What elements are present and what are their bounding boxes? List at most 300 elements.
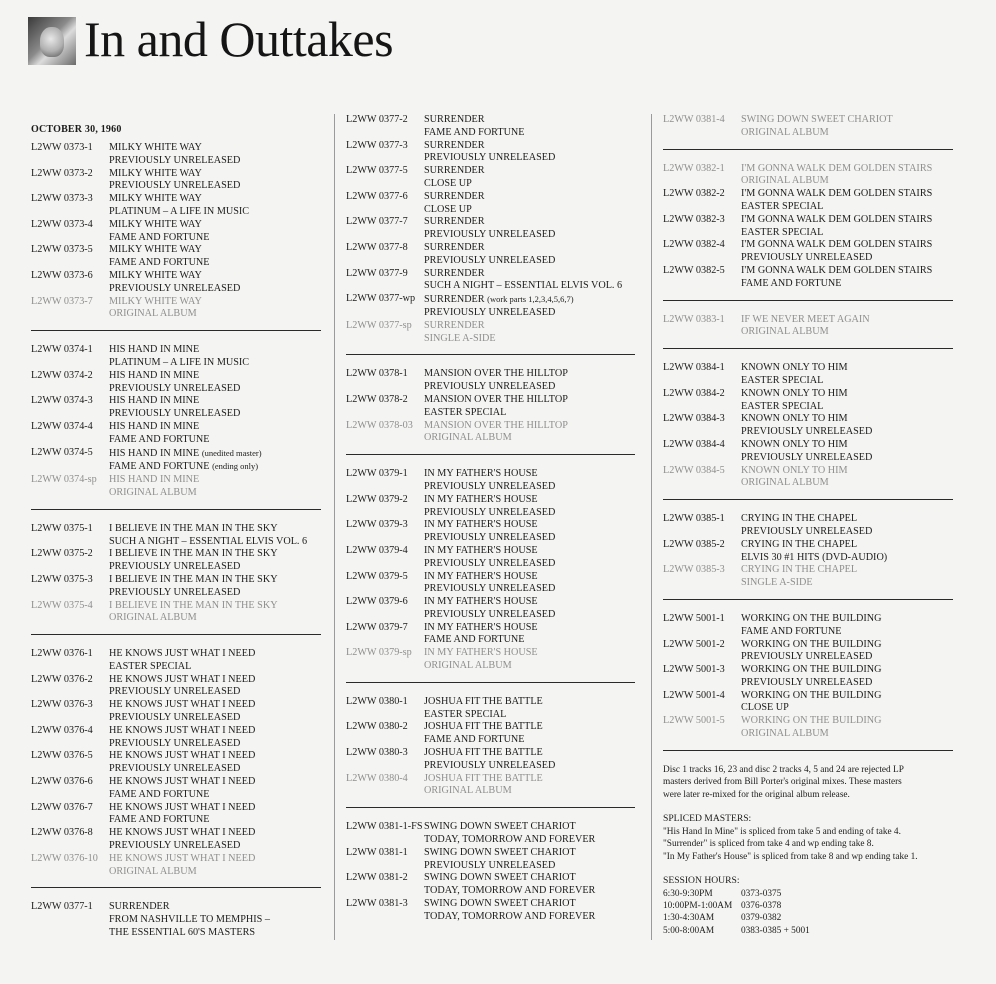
song-title: IN MY FATHER'S HOUSE	[424, 647, 538, 659]
release-name: FAME AND FORTUNE	[109, 814, 210, 826]
release-name: PREVIOUSLY UNRELEASED	[424, 254, 556, 266]
release-name: ORIGINAL ALBUM	[109, 612, 197, 624]
release-line	[741, 278, 932, 291]
song-title-line	[109, 395, 240, 408]
release-line	[109, 155, 240, 168]
song-title-line	[424, 821, 595, 834]
matrix-number: L2WW 0379-sp	[346, 647, 412, 659]
take-details	[424, 773, 543, 799]
take-details	[109, 193, 249, 219]
note-line: Disc 1 tracks 16, 23 and disc 2 tracks 4, 5 and 24 are rejected LP	[663, 764, 904, 775]
take-entry	[31, 447, 321, 475]
song-title: SWING DOWN SWEET CHARIOT	[741, 114, 893, 125]
session-range: 0373-0375	[741, 888, 782, 899]
matrix-number: L2WW 0379-7	[346, 621, 408, 633]
matrix-number: L2WW 0374-2	[31, 369, 93, 381]
release-line	[424, 127, 525, 140]
take-entry	[31, 853, 321, 879]
matrix-number: L2WW 0382-4	[663, 239, 725, 251]
song-title-line	[424, 898, 595, 911]
take-entry	[663, 439, 953, 465]
song-title-line	[424, 622, 538, 635]
session-time: 1:30-4:30AM	[663, 913, 715, 924]
release-line	[424, 532, 555, 545]
take-details	[424, 596, 555, 622]
matrix-number: L2WW 0377-1	[31, 901, 93, 913]
song-title: MILKY WHITE WAY	[109, 142, 202, 153]
section-divider	[31, 330, 321, 331]
take-entry	[31, 168, 321, 194]
song-title-line	[109, 802, 255, 815]
take-entry	[663, 715, 953, 741]
release-name: PREVIOUSLY UNRELEASED	[109, 180, 241, 192]
column-rule	[334, 114, 335, 940]
rejected-masters-note	[663, 764, 953, 801]
release-line	[109, 612, 278, 625]
matrix-number: L2WW 0380-1	[346, 695, 408, 707]
take-entry	[346, 368, 635, 394]
matrix-number: L2WW 0373-1	[31, 142, 93, 153]
song-title: HE KNOWS JUST WHAT I NEED	[109, 724, 256, 736]
song-title: JOSHUA FIT THE BATTLE	[424, 772, 543, 784]
song-title-line	[109, 474, 199, 487]
matrix-number: L2WW 0374-3	[31, 395, 93, 407]
take-entry	[31, 193, 321, 219]
release-name: PREVIOUSLY UNRELEASED	[424, 557, 556, 569]
release-line	[741, 452, 872, 465]
release-line	[424, 583, 555, 596]
session-date: OCTOBER 30, 1960	[31, 124, 122, 135]
song-title: WORKING ON THE BUILDING	[741, 638, 882, 650]
release-name: ORIGINAL ALBUM	[109, 865, 197, 877]
release-line	[109, 789, 255, 802]
take-details	[424, 747, 555, 773]
take-entry	[663, 163, 953, 189]
release-line	[741, 127, 893, 140]
take-details	[741, 163, 932, 189]
song-title: MILKY WHITE WAY	[109, 269, 202, 281]
song-title-line	[109, 142, 240, 155]
song-title-line	[741, 265, 932, 278]
release-name: EASTER SPECIAL	[424, 406, 507, 418]
release-name: PREVIOUSLY UNRELEASED	[109, 763, 241, 775]
song-title: JOSHUA FIT THE BATTLE	[424, 721, 543, 733]
song-title-line	[424, 394, 568, 407]
take-entry	[663, 214, 953, 240]
release-line	[741, 702, 881, 715]
song-title: HE KNOWS JUST WHAT I NEED	[109, 852, 256, 864]
session-range: 0379-0382	[741, 913, 782, 924]
song-title-line	[109, 574, 278, 587]
song-title-line	[741, 388, 848, 401]
song-title: KNOWN ONLY TO HIM	[741, 438, 848, 450]
matrix-number: L2WW 0376-7	[31, 801, 93, 813]
take-details	[424, 898, 595, 924]
song-title: SURRENDER	[109, 901, 170, 913]
release-line	[741, 728, 881, 741]
section-divider	[663, 149, 953, 150]
release-name: PREVIOUSLY UNRELEASED	[424, 152, 556, 164]
release-name: FAME AND FORTUNE	[109, 433, 210, 445]
release-name: EASTER SPECIAL	[424, 708, 507, 720]
release-line	[424, 307, 574, 320]
matrix-number: L2WW 0381-1	[346, 846, 408, 858]
note-line: were later re-mixed for the original album release.	[663, 789, 850, 800]
release-name: FAME AND FORTUNE	[109, 461, 210, 473]
song-title: HE KNOWS JUST WHAT I NEED	[109, 673, 256, 685]
song-title: HE KNOWS JUST WHAT I NEED	[109, 801, 256, 813]
take-details	[741, 214, 932, 240]
take-details	[741, 539, 887, 565]
take-details	[109, 776, 255, 802]
take-entry	[346, 468, 635, 494]
release-name: PREVIOUSLY UNRELEASED	[109, 561, 241, 573]
song-title: SURRENDER	[424, 216, 485, 228]
take-group	[346, 468, 635, 673]
take-details	[109, 674, 255, 700]
section-divider	[663, 599, 953, 600]
song-title-line	[109, 244, 210, 257]
song-title-line	[741, 639, 881, 652]
take-entry	[31, 474, 321, 500]
matrix-number: L2WW 0381-1-FS	[346, 821, 423, 833]
release-line	[424, 152, 555, 165]
matrix-number: L2WW 0380-4	[346, 772, 408, 784]
release-name: SINGLE A-SIDE	[424, 332, 496, 344]
release-line	[424, 178, 485, 191]
take-entry	[346, 494, 635, 520]
song-title-line	[424, 872, 595, 885]
release-line	[741, 326, 870, 339]
release-line	[424, 734, 543, 747]
song-title-line	[109, 370, 240, 383]
take-entry	[346, 747, 635, 773]
take-details	[109, 548, 278, 574]
song-title: SURRENDER	[424, 319, 485, 331]
matrix-number: L2WW 0376-3	[31, 699, 93, 711]
release-name: ORIGINAL ALBUM	[424, 660, 512, 672]
song-title: IN MY FATHER'S HOUSE	[424, 468, 538, 480]
take-group	[663, 163, 953, 291]
song-title: KNOWN ONLY TO HIM	[741, 362, 848, 374]
take-entry	[663, 564, 953, 590]
song-title-line	[109, 421, 210, 434]
song-title: MILKY WHITE WAY	[109, 193, 202, 205]
release-name: PREVIOUSLY UNRELEASED	[109, 408, 241, 420]
matrix-number: L2WW 0373-5	[31, 244, 93, 256]
song-title: MANSION OVER THE HILLTOP	[424, 368, 568, 380]
spliced-line: "In My Father's House" is spliced from take 8 and wp ending take 1.	[663, 851, 918, 862]
matrix-number: L2WW 0379-3	[346, 519, 408, 531]
matrix-number: L2WW 5001-3	[663, 664, 725, 676]
release-line	[109, 206, 249, 219]
release-line	[741, 426, 872, 439]
song-title: MILKY WHITE WAY	[109, 295, 202, 307]
release-line	[424, 834, 595, 847]
song-title-line	[109, 344, 249, 357]
song-title-line	[424, 647, 538, 660]
release-line	[741, 526, 872, 539]
release-name: PREVIOUSLY UNRELEASED	[424, 306, 556, 318]
song-title: WORKING ON THE BUILDING	[741, 689, 882, 701]
song-title-line	[424, 114, 525, 127]
matrix-number: L2WW 0379-4	[346, 544, 408, 556]
song-title: HIS HAND IN MINE	[109, 344, 200, 356]
release-line	[109, 738, 255, 751]
matrix-number: L2WW 0382-5	[663, 264, 725, 276]
release-name: FAME AND FORTUNE	[741, 625, 842, 637]
matrix-number: L2WW 0376-10	[31, 852, 98, 864]
song-title-line	[741, 413, 872, 426]
release-line	[109, 408, 240, 421]
song-title: CRYING IN THE CHAPEL	[741, 513, 858, 525]
matrix-number: L2WW 0384-5	[663, 464, 725, 476]
song-title-line	[109, 725, 255, 738]
take-entry	[346, 114, 635, 140]
take-entry	[346, 773, 635, 799]
release-name: ORIGINAL ALBUM	[424, 432, 512, 444]
take-entry	[31, 901, 321, 939]
matrix-number: L2WW 0380-3	[346, 747, 408, 759]
take-entry	[346, 571, 635, 597]
song-title: IN MY FATHER'S HOUSE	[424, 621, 538, 633]
take-entry	[346, 721, 635, 747]
release-name: PREVIOUSLY UNRELEASED	[109, 382, 241, 394]
release-line	[424, 381, 568, 394]
session-hours-row	[663, 912, 953, 924]
matrix-number: L2WW 0377-6	[346, 190, 408, 202]
matrix-number: L2WW 0384-1	[663, 362, 725, 374]
take-details	[424, 216, 555, 242]
song-title-line	[424, 596, 555, 609]
take-details	[109, 142, 240, 168]
take-details	[109, 474, 199, 500]
song-title: SURRENDER	[424, 114, 485, 125]
song-title: SWING DOWN SWEET CHARIOT	[424, 898, 576, 910]
song-title-line	[109, 648, 255, 661]
song-title: I'M GONNA WALK DEM GOLDEN STAIRS	[741, 264, 933, 276]
take-entry	[346, 696, 635, 722]
release-line	[109, 536, 307, 549]
take-entry	[31, 725, 321, 751]
take-entry	[31, 776, 321, 802]
session-range: 0383-0385 + 5001	[741, 925, 810, 936]
release-name: PREVIOUSLY UNRELEASED	[109, 586, 241, 598]
take-entry	[31, 344, 321, 370]
song-title: I'M GONNA WALK DEM GOLDEN STAIRS	[741, 188, 933, 200]
release-name: PREVIOUSLY UNRELEASED	[424, 859, 556, 871]
release-line	[109, 460, 262, 474]
portrait-face	[40, 27, 64, 57]
matrix-number: L2WW 0374-sp	[31, 474, 97, 486]
song-title: KNOWN ONLY TO HIM	[741, 413, 848, 425]
take-entry	[663, 690, 953, 716]
take-entry	[346, 545, 635, 571]
section-divider	[346, 354, 635, 355]
song-title: HE KNOWS JUST WHAT I NEED	[109, 648, 256, 660]
song-title-line	[424, 773, 543, 786]
take-details	[424, 114, 525, 140]
release-name: FAME AND FORTUNE	[109, 231, 210, 243]
take-entry	[31, 142, 321, 168]
release-line	[109, 257, 210, 270]
song-title: SWING DOWN SWEET CHARIOT	[424, 821, 576, 833]
take-details	[741, 715, 881, 741]
take-details	[741, 465, 848, 491]
take-details	[424, 394, 568, 420]
release-name: EASTER SPECIAL	[741, 226, 824, 238]
take-entry	[346, 647, 635, 673]
song-title-line	[424, 268, 622, 281]
song-title-line	[741, 239, 932, 252]
matrix-number: L2WW 0373-6	[31, 269, 93, 281]
release-line	[741, 201, 932, 214]
take-details	[424, 821, 595, 847]
take-group	[31, 901, 321, 939]
take-group	[663, 114, 953, 140]
take-details	[109, 395, 240, 421]
release-name: FAME AND FORTUNE	[741, 277, 842, 289]
release-name: PREVIOUSLY UNRELEASED	[741, 525, 873, 537]
take-entry	[31, 674, 321, 700]
song-title-line	[424, 368, 568, 381]
matrix-number: L2WW 0373-7	[31, 295, 93, 307]
take-group	[31, 523, 321, 625]
release-name: ORIGINAL ALBUM	[741, 477, 829, 489]
release-line	[424, 660, 538, 673]
song-title: HE KNOWS JUST WHAT I NEED	[109, 699, 256, 711]
release-line	[109, 763, 255, 776]
take-entry	[346, 622, 635, 648]
song-title-line	[741, 314, 870, 327]
take-group	[663, 362, 953, 490]
take-group	[346, 368, 635, 445]
take-details	[109, 523, 307, 549]
release-line	[424, 280, 622, 293]
session-hours-row	[663, 925, 953, 937]
song-title-line	[741, 690, 881, 703]
release-line	[741, 626, 881, 639]
song-title: KNOWN ONLY TO HIM	[741, 464, 848, 476]
release-name: PREVIOUSLY UNRELEASED	[109, 154, 241, 166]
portrait-photo	[28, 17, 76, 65]
song-title-line	[424, 747, 555, 760]
release-line	[109, 487, 199, 500]
section-divider	[663, 750, 953, 751]
release-name: ORIGINAL ALBUM	[741, 728, 829, 740]
release-line	[109, 561, 278, 574]
take-entry	[31, 600, 321, 626]
take-entry	[31, 699, 321, 725]
take-details	[109, 827, 255, 853]
song-title-line	[741, 539, 887, 552]
release-name: CLOSE UP	[424, 203, 472, 215]
release-line	[109, 686, 255, 699]
song-title: WORKING ON THE BUILDING	[741, 715, 882, 727]
song-title: JOSHUA FIT THE BATTLE	[424, 695, 543, 707]
page-title: In and Outtakes	[84, 11, 394, 67]
take-details	[109, 270, 240, 296]
take-details	[109, 344, 249, 370]
song-title: MANSION OVER THE HILLTOP	[424, 419, 568, 431]
release-line	[424, 407, 568, 420]
take-entry	[31, 750, 321, 776]
song-title-line	[424, 468, 555, 481]
session-hours-list	[663, 888, 953, 938]
matrix-number: L2WW 0384-4	[663, 438, 725, 450]
release-annotation: (ending only)	[212, 461, 259, 472]
song-title-line	[109, 270, 240, 283]
song-title: SURRENDER	[424, 165, 485, 177]
matrix-number: L2WW 0385-2	[663, 538, 725, 550]
release-name: PREVIOUSLY UNRELEASED	[424, 480, 556, 492]
release-line	[109, 914, 270, 927]
section-divider	[346, 682, 635, 683]
matrix-number: L2WW 0378-1	[346, 368, 408, 380]
release-name: PLATINUM – A LIFE IN MUSIC	[109, 205, 250, 217]
take-details	[109, 219, 210, 245]
song-title: IN MY FATHER'S HOUSE	[424, 493, 538, 505]
take-entry	[31, 548, 321, 574]
song-title: CRYING IN THE CHAPEL	[741, 538, 858, 550]
column-1	[31, 114, 321, 940]
release-name: FAME AND FORTUNE	[424, 734, 525, 746]
take-details	[424, 545, 555, 571]
take-group	[346, 821, 635, 923]
take-details	[109, 901, 270, 939]
matrix-number: L2WW 0373-2	[31, 167, 93, 179]
release-name: FAME AND FORTUNE	[424, 634, 525, 646]
song-title-line	[109, 548, 278, 561]
release-line	[424, 634, 538, 647]
take-entry	[31, 270, 321, 296]
song-title-line	[109, 776, 255, 789]
take-entry	[31, 219, 321, 245]
session-range: 0376-0378	[741, 900, 782, 911]
song-title-line	[741, 465, 848, 478]
song-title: MILKY WHITE WAY	[109, 244, 202, 256]
take-details	[424, 320, 496, 346]
release-name: ORIGINAL ALBUM	[424, 785, 512, 797]
song-title: I'M GONNA WALK DEM GOLDEN STAIRS	[741, 162, 933, 174]
song-title: WORKING ON THE BUILDING	[741, 664, 882, 676]
take-details	[741, 513, 872, 539]
column-3	[663, 114, 953, 937]
matrix-number: L2WW 0376-1	[31, 648, 93, 660]
song-title-line	[424, 191, 485, 204]
section-divider	[663, 499, 953, 500]
take-details	[424, 420, 568, 446]
session-time: 5:00-8:00AM	[663, 925, 715, 936]
song-title-line	[109, 699, 255, 712]
matrix-number: L2WW 0375-4	[31, 599, 93, 611]
take-group	[663, 613, 953, 741]
take-entry	[663, 188, 953, 214]
take-entry	[346, 165, 635, 191]
take-details	[741, 413, 872, 439]
song-title-line	[741, 163, 932, 176]
take-entry	[663, 639, 953, 665]
take-entry	[31, 827, 321, 853]
release-line	[741, 477, 848, 490]
release-line	[424, 481, 555, 494]
song-title-line	[109, 523, 307, 536]
matrix-number: L2WW 0377-5	[346, 165, 408, 177]
release-name: ORIGINAL ALBUM	[109, 486, 197, 498]
section-divider	[663, 348, 953, 349]
take-details	[741, 188, 932, 214]
release-line	[741, 175, 932, 188]
